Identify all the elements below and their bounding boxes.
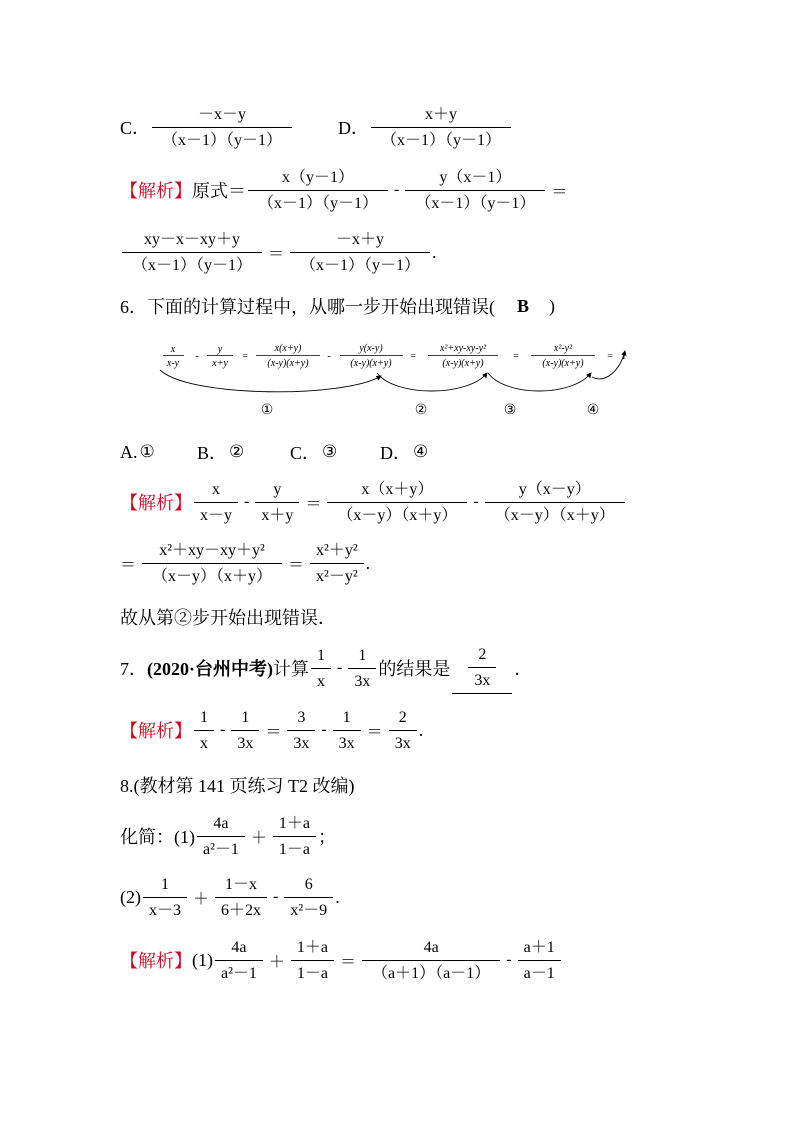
q7-fraction-1 bbox=[311, 643, 331, 694]
q6-analysis-fraction-3 bbox=[327, 477, 467, 528]
numerator: 4a bbox=[197, 811, 245, 837]
q7-analysis bbox=[120, 704, 423, 756]
analysis-tag: 【解析】 bbox=[120, 493, 192, 513]
option-d-label: D． bbox=[380, 443, 411, 463]
denominator: 1－a bbox=[278, 840, 311, 858]
denominator: （x－1）（y－1） bbox=[258, 194, 379, 212]
minus-operator: - bbox=[220, 721, 226, 738]
numerator: y（x－y） bbox=[485, 477, 625, 503]
minus-operator: - bbox=[394, 181, 400, 198]
q5-analysis-row-2 bbox=[120, 226, 437, 278]
q5-analysis-lead: 原式＝ bbox=[192, 181, 246, 201]
figure-equals-3: = bbox=[512, 351, 520, 362]
q8-analysis-fraction-3 bbox=[362, 935, 500, 986]
q8-analysis bbox=[120, 934, 563, 986]
equals-operator: ＝ bbox=[265, 723, 282, 741]
numerator: 6 bbox=[284, 872, 333, 898]
q6-calculation-figure bbox=[150, 335, 640, 425]
plus-operator: ＋ bbox=[250, 829, 267, 847]
denominator: （x－y）（x＋y） bbox=[337, 506, 458, 524]
denominator: （x－1）（y－1） bbox=[300, 256, 421, 274]
figure-equals-1: = bbox=[241, 351, 249, 362]
numerator: 3 bbox=[287, 705, 315, 731]
q6-answer: B bbox=[517, 295, 530, 316]
figure-minus-2: - bbox=[327, 351, 331, 362]
q6-analysis-fraction-2 bbox=[255, 477, 299, 528]
numerator: 1 bbox=[311, 643, 331, 669]
figure-equals-4: = bbox=[606, 351, 614, 362]
numerator: x bbox=[194, 477, 238, 503]
q6-analysis-row-2 bbox=[120, 537, 370, 589]
numerator: xy－x－xy＋y bbox=[122, 227, 262, 253]
q7-fraction-2 bbox=[348, 643, 376, 694]
numerator: 2 bbox=[389, 705, 417, 731]
figure-fraction-1-numerator: x bbox=[170, 344, 176, 355]
analysis-tag: 【解析】 bbox=[120, 951, 192, 971]
analysis-tag: 【解析】 bbox=[120, 181, 192, 201]
denominator: 3x bbox=[293, 734, 310, 752]
numerator: －x＋y bbox=[290, 227, 430, 253]
q6-options bbox=[120, 426, 428, 478]
q6-analysis-fraction-5 bbox=[142, 538, 282, 589]
equals-operator: ＝ bbox=[551, 183, 568, 201]
q5-analysis-fraction-3 bbox=[122, 227, 262, 278]
figure-fraction-2-denominator: x+y bbox=[212, 358, 228, 369]
denominator: 1－a bbox=[296, 964, 329, 982]
q8-part-1 bbox=[120, 810, 336, 862]
q8-analysis-fraction-1 bbox=[215, 935, 263, 986]
numerator: 1 bbox=[231, 705, 259, 731]
period: . bbox=[432, 241, 437, 262]
denominator: 3x bbox=[237, 734, 254, 752]
denominator: x－y bbox=[200, 506, 233, 524]
q8-part-2-lead: (2) bbox=[120, 886, 141, 907]
figure-equals-2: = bbox=[409, 351, 417, 362]
q8-part-2-fraction-1 bbox=[143, 872, 187, 923]
numerator: x（x＋y） bbox=[327, 477, 467, 503]
option-a-value: ① bbox=[139, 442, 155, 462]
figure-minus-1: - bbox=[195, 351, 199, 362]
denominator: x－3 bbox=[149, 901, 182, 919]
period: . bbox=[418, 719, 424, 740]
q5-choice-c bbox=[120, 101, 294, 153]
q6-analysis-fraction-1 bbox=[194, 477, 238, 528]
denominator: （x－y）（x＋y） bbox=[152, 567, 273, 585]
analysis-tag: 【解析】 bbox=[120, 721, 192, 741]
denominator: （x－1）（y－1） bbox=[415, 194, 536, 212]
denominator: a－1 bbox=[523, 964, 555, 982]
option-b-value: ② bbox=[229, 442, 245, 462]
numerator: x²＋xy－xy＋y² bbox=[142, 538, 282, 564]
numerator: a＋1 bbox=[518, 935, 561, 961]
denominator: 3x bbox=[394, 734, 411, 752]
minus-operator: - bbox=[337, 659, 343, 676]
numerator: 1 bbox=[348, 643, 376, 669]
q8-part-1-fraction-2 bbox=[273, 811, 316, 862]
option-c bbox=[290, 439, 380, 465]
q7-source: (2020·台州中考) bbox=[147, 659, 273, 679]
q6-analysis-fraction-4 bbox=[485, 477, 625, 528]
q8-part-1-lead: 化简：(1) bbox=[120, 827, 195, 847]
figure-fraction-3-denominator: (x-y)(x+y) bbox=[267, 358, 309, 369]
equals-operator: ＝ bbox=[305, 495, 322, 513]
numerator: 4a bbox=[215, 935, 263, 961]
numerator: 4a bbox=[362, 935, 500, 961]
denominator: （x－y）（x＋y） bbox=[494, 506, 615, 524]
q7-answer-blank bbox=[452, 642, 512, 694]
option-d-value: ④ bbox=[413, 442, 429, 462]
q5-analysis-fraction-1 bbox=[248, 165, 388, 216]
step-3-label: ③ bbox=[503, 402, 517, 418]
numerator: 1＋a bbox=[273, 811, 316, 837]
q5-analysis-row-1 bbox=[120, 164, 571, 216]
q8-heading bbox=[120, 759, 354, 811]
numerator: y（x－1） bbox=[405, 165, 545, 191]
figure-result: 1 bbox=[621, 351, 627, 362]
minus-operator: - bbox=[321, 721, 327, 738]
q7-number: 7． bbox=[120, 659, 147, 679]
numerator: 1 bbox=[143, 872, 187, 898]
numerator: 1 bbox=[333, 705, 361, 731]
choice-c-denominator: （x－1）（y－1） bbox=[162, 131, 283, 149]
equals-operator: ＝ bbox=[120, 556, 137, 574]
step-1-label: ① bbox=[260, 402, 274, 418]
numerator: 1 bbox=[194, 705, 214, 731]
step-1-arrow bbox=[160, 370, 381, 392]
figure-fraction-5-numerator: x²+xy-xy-y² bbox=[439, 343, 487, 354]
denominator: x²－y² bbox=[316, 567, 358, 585]
q7-analysis-fraction-1 bbox=[194, 705, 214, 756]
choice-d-fraction bbox=[371, 102, 511, 153]
q7-analysis-fraction-5 bbox=[389, 705, 417, 756]
period: . bbox=[365, 552, 371, 573]
step-3-arrow bbox=[488, 373, 591, 391]
numerator: 2 bbox=[468, 642, 496, 668]
minus-operator: - bbox=[473, 493, 479, 510]
q6-stem-close: ) bbox=[549, 295, 556, 316]
option-a-label: A. bbox=[120, 441, 138, 462]
q7-analysis-fraction-4 bbox=[333, 705, 361, 756]
q8-part-1-fraction-1 bbox=[197, 811, 245, 862]
choice-d-label: D． bbox=[338, 118, 369, 138]
option-d bbox=[380, 439, 428, 465]
q6-analysis-row-1 bbox=[120, 476, 627, 528]
q6-conclusion-text: 故从第②步开始出现错误． bbox=[120, 608, 336, 628]
option-b bbox=[197, 439, 290, 465]
choice-d-numerator: x＋y bbox=[371, 102, 511, 128]
denominator: a²－1 bbox=[221, 964, 257, 982]
step-4-label: ④ bbox=[586, 402, 600, 418]
q5-analysis-fraction-2 bbox=[405, 165, 545, 216]
q6-conclusion bbox=[120, 591, 336, 643]
figure-fraction-4-numerator: y(x-y) bbox=[359, 343, 383, 354]
option-a bbox=[120, 442, 197, 463]
figure-fraction-6-numerator: x²-y² bbox=[553, 343, 573, 354]
denominator: x＋y bbox=[261, 506, 294, 524]
step-2-label: ② bbox=[414, 402, 428, 418]
step-2-arrow bbox=[377, 373, 487, 391]
minus-operator: - bbox=[273, 888, 279, 905]
q8-part-2-fraction-2 bbox=[215, 872, 267, 923]
equals-operator: ＝ bbox=[366, 723, 383, 741]
q8-part-2-fraction-3 bbox=[284, 872, 333, 923]
q6-question-stem bbox=[120, 280, 555, 332]
denominator: 3x bbox=[474, 672, 491, 689]
q5-analysis-fraction-4 bbox=[290, 227, 430, 278]
plus-operator: ＋ bbox=[193, 890, 210, 908]
q8-analysis-fraction-2 bbox=[291, 935, 334, 986]
denominator: a²－1 bbox=[203, 840, 239, 858]
choice-d-denominator: （x－1）（y－1） bbox=[381, 131, 502, 149]
minus-operator: - bbox=[506, 951, 512, 968]
numerator: x²＋y² bbox=[310, 538, 364, 564]
equals-operator: ＝ bbox=[340, 953, 357, 971]
choice-c-label: C． bbox=[120, 118, 151, 138]
figure-fraction-4-denominator: (x-y)(x+y) bbox=[350, 358, 392, 369]
plus-operator: ＋ bbox=[268, 953, 285, 971]
figure-fraction-5-denominator: (x-y)(x+y) bbox=[442, 358, 484, 369]
figure-fraction-3-numerator: x(x+y) bbox=[274, 343, 302, 354]
figure-fraction-2-numerator: y bbox=[217, 344, 223, 355]
q8-heading-text: 8.(教材第 141 页练习 T2 改编) bbox=[120, 776, 355, 796]
q7-verb: 计算 bbox=[273, 659, 309, 679]
period: ． bbox=[514, 659, 533, 679]
numerator: x（y－1） bbox=[248, 165, 388, 191]
equals-operator: ＝ bbox=[288, 556, 305, 574]
q8-part-2 bbox=[120, 871, 340, 923]
equals-operator: ＝ bbox=[268, 245, 285, 263]
option-c-value: ③ bbox=[322, 442, 338, 462]
period: . bbox=[335, 886, 340, 907]
q7-analysis-fraction-2 bbox=[231, 705, 259, 756]
semicolon: ； bbox=[318, 827, 337, 847]
option-c-label: C． bbox=[290, 443, 321, 463]
q6-analysis-fraction-6 bbox=[310, 538, 364, 589]
denominator: x²－9 bbox=[290, 901, 328, 919]
denominator: x bbox=[200, 734, 208, 752]
figure-fraction-6-denominator: (x-y)(x+y) bbox=[542, 358, 584, 369]
numerator: y bbox=[255, 477, 299, 503]
denominator: （x－1）（y－1） bbox=[132, 256, 253, 274]
q7-prompt: 的结果是 bbox=[378, 659, 451, 679]
option-b-label: B． bbox=[197, 443, 228, 463]
figure-fraction-1-denominator: x-y bbox=[166, 358, 180, 369]
denominator: x bbox=[317, 672, 325, 690]
q8-analysis-lead: (1) bbox=[192, 949, 213, 970]
q7-analysis-fraction-3 bbox=[287, 705, 315, 756]
denominator: 6＋2x bbox=[221, 901, 262, 919]
q5-choice-d bbox=[338, 101, 513, 153]
q6-stem-text: 6．下面的计算过程中，从哪一步开始出现错误( bbox=[120, 297, 495, 317]
minus-operator: - bbox=[244, 493, 250, 510]
q7-question-stem bbox=[120, 642, 532, 694]
q8-analysis-fraction-4 bbox=[518, 935, 561, 986]
numerator: 1－x bbox=[215, 872, 267, 898]
denominator: 3x bbox=[354, 672, 371, 690]
numerator: 1＋a bbox=[291, 935, 334, 961]
denominator: 3x bbox=[338, 734, 355, 752]
denominator: （a＋1）（a－1） bbox=[372, 964, 491, 982]
q7-answer-fraction bbox=[468, 642, 496, 693]
choice-c-numerator: －x－y bbox=[152, 102, 292, 128]
choice-c-fraction bbox=[152, 102, 292, 153]
